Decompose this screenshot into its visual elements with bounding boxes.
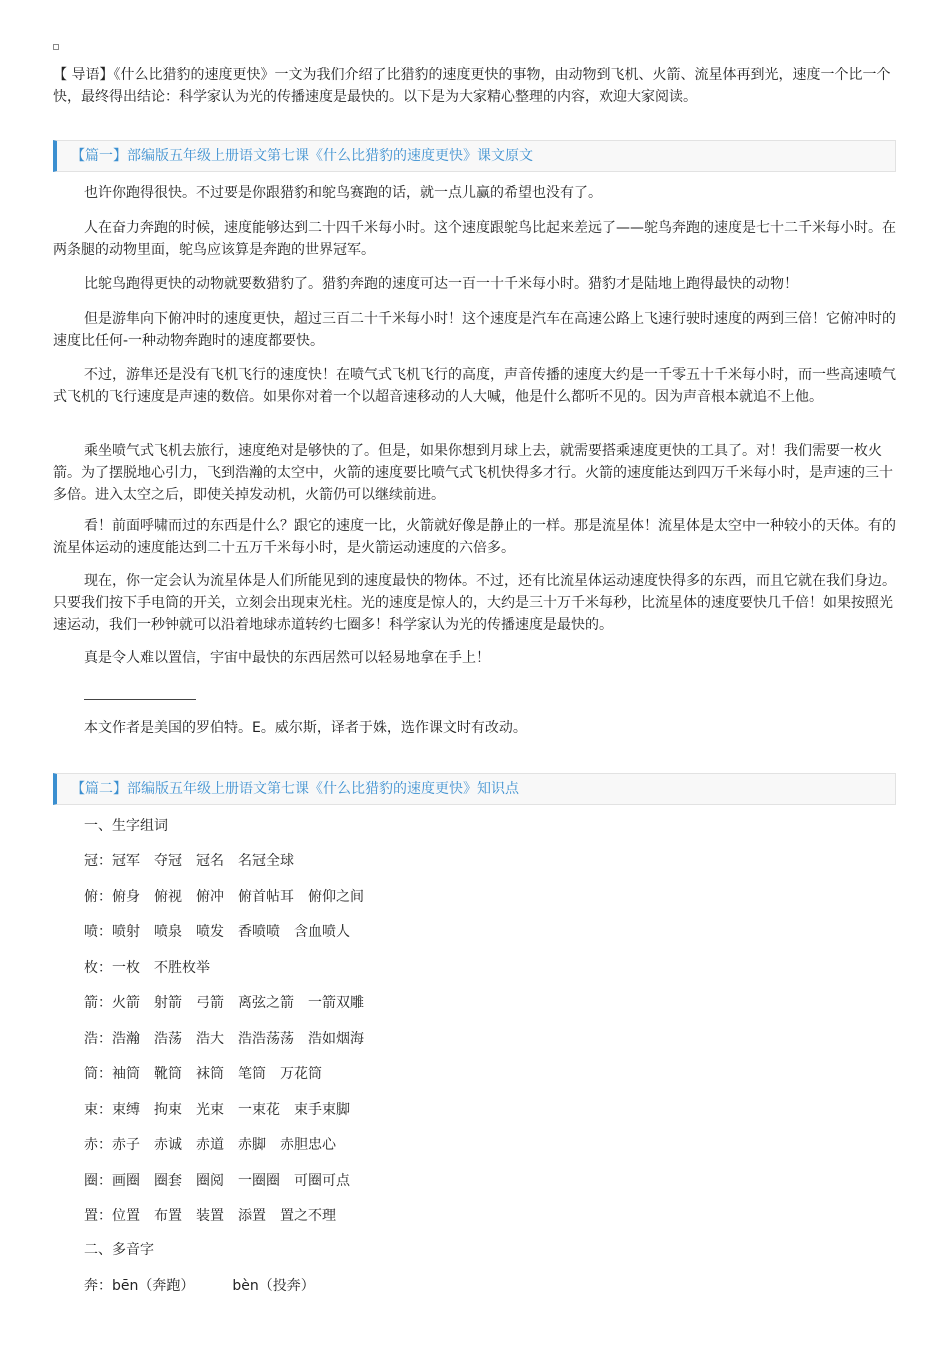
vocab-word: 一束花 <box>238 1102 280 1118</box>
vocab-char: 俯： <box>84 889 112 905</box>
section-heading-1: 【篇一】部编版五年级上册语文第七课《什么比猎豹的速度更快》课文原文 <box>53 140 896 172</box>
vocab-word: 喷泉 <box>154 924 182 940</box>
text-paragraph: 看！前面呼啸而过的东西是什么？跟它的速度一比，火箭就好像是静止的一样。那是流星体！流星体是太空中一种较小的天体。有的流星体运动的速度能达到二十五万千米每小时，是火箭运动速度的六倍多。 <box>53 518 896 556</box>
vocab-word: 装置 <box>196 1208 224 1224</box>
subsection-title: 一、生字组词 <box>84 818 168 834</box>
vocab-word: 画圈 <box>112 1173 140 1189</box>
vocab-word: 位置 <box>112 1208 140 1224</box>
vocab-char: 置： <box>84 1208 112 1224</box>
vocab-word: 笔筒 <box>238 1066 266 1082</box>
vocab-entry <box>84 957 210 979</box>
vocab-entry <box>84 1028 364 1050</box>
vocab-entry <box>84 1063 322 1085</box>
vocab-word: 一箭双雕 <box>308 995 364 1011</box>
vocab-word: 浩如烟海 <box>308 1031 364 1047</box>
intro-paragraph: 【 导语】《什么比猎豹的速度更快》一文为我们介绍了比猎豹的速度更快的事物，由动物到飞机、火箭、流星体再到光，速度一个比一个快，最终得出结论：科学家认为光的传播速度是最快的。以下是为大家精心整理的内容，欢迎大家阅读。 <box>53 67 891 105</box>
vocab-char: 赤： <box>84 1137 112 1153</box>
vocab-word: 靴筒 <box>154 1066 182 1082</box>
text-paragraph: 现在，你一定会认为流星体是人们所能见到的速度最快的物体。不过，还有比流星体运动速度快得多的东西，而且它就在我们身边。只要我们按下手电筒的开关，立刻会出现束光柱。光的速度是惊人的，大约是三十万千米每秒，比流星体的速度要快几千倍！如果按照光速运动，我们一秒钟就可以沿着地球赤道转约七圈多！科学家认为光的传播速度是最快的。 <box>53 573 896 633</box>
vocab-word: 名冠全球 <box>238 853 294 869</box>
vocab-word: 俯仰之间 <box>308 889 364 905</box>
polyphone-reading: bēn（奔跑） <box>112 1278 195 1294</box>
vocab-word: 不胜枚举 <box>154 960 210 976</box>
text-paragraph: 比鸵鸟跑得更快的动物就要数猎豹了。猎豹奔跑的速度可达一百一十千米每小时。猎豹才是陆地上跑得最快的动物！ <box>84 276 798 292</box>
vocab-word: 含血喷人 <box>294 924 350 940</box>
vocab-char: 箭： <box>84 995 112 1011</box>
vocab-word: 俯首帖耳 <box>238 889 294 905</box>
vocab-word: 射箭 <box>154 995 182 1011</box>
vocab-word: 俯视 <box>154 889 182 905</box>
footnote-divider <box>84 699 196 700</box>
vocab-word: 浩瀚 <box>112 1031 140 1047</box>
vocab-word: 浩荡 <box>154 1031 182 1047</box>
vocab-entry <box>84 1099 350 1121</box>
vocab-word: 喷射 <box>112 924 140 940</box>
vocab-word: 火箭 <box>112 995 140 1011</box>
vocab-word: 束手束脚 <box>294 1102 350 1118</box>
vocab-word: 束缚 <box>112 1102 140 1118</box>
vocab-char: 喷： <box>84 924 112 940</box>
vocab-char: 冠： <box>84 853 112 869</box>
vocab-word: 拘束 <box>154 1102 182 1118</box>
vocab-word: 置之不理 <box>280 1208 336 1224</box>
polyphone-line <box>84 1275 315 1297</box>
vocab-word: 光束 <box>196 1102 224 1118</box>
vocab-word: 可圈可点 <box>294 1173 350 1189</box>
vocab-entry <box>84 921 350 943</box>
vocab-word: 香喷喷 <box>238 924 280 940</box>
vocab-word: 万花筒 <box>280 1066 322 1082</box>
vocab-word: 喷发 <box>196 924 224 940</box>
vocab-word: 袜筒 <box>196 1066 224 1082</box>
text-paragraph: 乘坐喷气式飞机去旅行，速度绝对是够快的了。但是，如果你想到月球上去，就需要搭乘速度更快的工具了。对！我们需要一枚火箭。为了摆脱地心引力，飞到浩瀚的太空中，火箭的速度要比喷气式飞机快得多才行。火箭的速度能达到四万千米每小时，是声速的三十多倍。进入太空之后，即使关掉发动机，火箭仍可以继续前进。 <box>53 443 893 503</box>
vocab-word: 圈套 <box>154 1173 182 1189</box>
vocab-char: 束： <box>84 1102 112 1118</box>
vocab-word: 冠名 <box>196 853 224 869</box>
vocab-word: 一圈圈 <box>238 1173 280 1189</box>
subsection-title: 二、多音字 <box>84 1242 154 1258</box>
vocab-word: 添置 <box>238 1208 266 1224</box>
author-note: 本文作者是美国的罗伯特。E。威尔斯，译者于姝，选作课文时有改动。 <box>84 720 527 736</box>
vocab-char: 浩： <box>84 1031 112 1047</box>
polyphone-reading: bèn（投奔） <box>232 1278 315 1294</box>
vocab-entry <box>84 1170 350 1192</box>
vocab-word: 赤道 <box>196 1137 224 1153</box>
vocab-entry <box>84 886 364 908</box>
vocab-entry <box>84 850 294 872</box>
vocab-word: 圈阅 <box>196 1173 224 1189</box>
vocab-entry <box>84 1134 336 1156</box>
vocab-word: 弓箭 <box>196 995 224 1011</box>
text-paragraph: 也许你跑得很快。不过要是你跟猎豹和鸵鸟赛跑的话，就一点儿赢的希望也没有了。 <box>84 185 602 201</box>
vocab-char: 圈： <box>84 1173 112 1189</box>
vocab-word: 冠军 <box>112 853 140 869</box>
text-paragraph: 但是游隼向下俯冲时的速度更快，超过三百二十千米每小时！这个速度是汽车在高速公路上飞速行驶时速度的两到三倍！它俯冲时的速度比任何-一种动物奔跑时的速度都要快。 <box>53 311 896 349</box>
vocab-word: 离弦之箭 <box>238 995 294 1011</box>
vocab-word: 赤胆忠心 <box>280 1137 336 1153</box>
vocab-word: 夺冠 <box>154 853 182 869</box>
text-paragraph: 不过，游隼还是没有飞机飞行的速度快！在喷气式飞机飞行的高度，声音传播的速度大约是一千零五十千米每小时，而一些高速喷气式飞机的飞行速度是声速的数倍。如果你对着一个以超音速移动的人大喊，他是什么都听不见的。因为声音根本就追不上他。 <box>53 367 896 405</box>
vocab-word: 袖筒 <box>112 1066 140 1082</box>
vocab-word: 浩大 <box>196 1031 224 1047</box>
vocab-entry <box>84 992 364 1014</box>
vocab-word: 浩浩荡荡 <box>238 1031 294 1047</box>
vocab-char: 筒： <box>84 1066 112 1082</box>
vocab-word: 赤子 <box>112 1137 140 1153</box>
text-paragraph: 真是令人难以置信，宇宙中最快的东西居然可以轻易地拿在手上！ <box>84 650 490 666</box>
vocab-word: 俯身 <box>112 889 140 905</box>
vocab-word: 布置 <box>154 1208 182 1224</box>
vocab-word: 赤脚 <box>238 1137 266 1153</box>
vocab-word: 俯冲 <box>196 889 224 905</box>
text-paragraph: 人在奋力奔跑的时候，速度能够达到二十四千米每小时。这个速度跟鸵鸟比起来差远了——鸵鸟奔跑的速度是七十二千米每小时。在两条腿的动物里面，鸵鸟应该算是奔跑的世界冠军。 <box>53 220 896 258</box>
vocab-word: 赤诚 <box>154 1137 182 1153</box>
polyphone-char: 奔： <box>84 1278 112 1294</box>
vocab-entry <box>84 1205 336 1227</box>
section-heading-2: 【篇二】部编版五年级上册语文第七课《什么比猎豹的速度更快》知识点 <box>53 773 896 805</box>
corner-marker <box>53 44 59 50</box>
vocab-char: 枚： <box>84 960 112 976</box>
vocab-word: 一枚 <box>112 960 140 976</box>
